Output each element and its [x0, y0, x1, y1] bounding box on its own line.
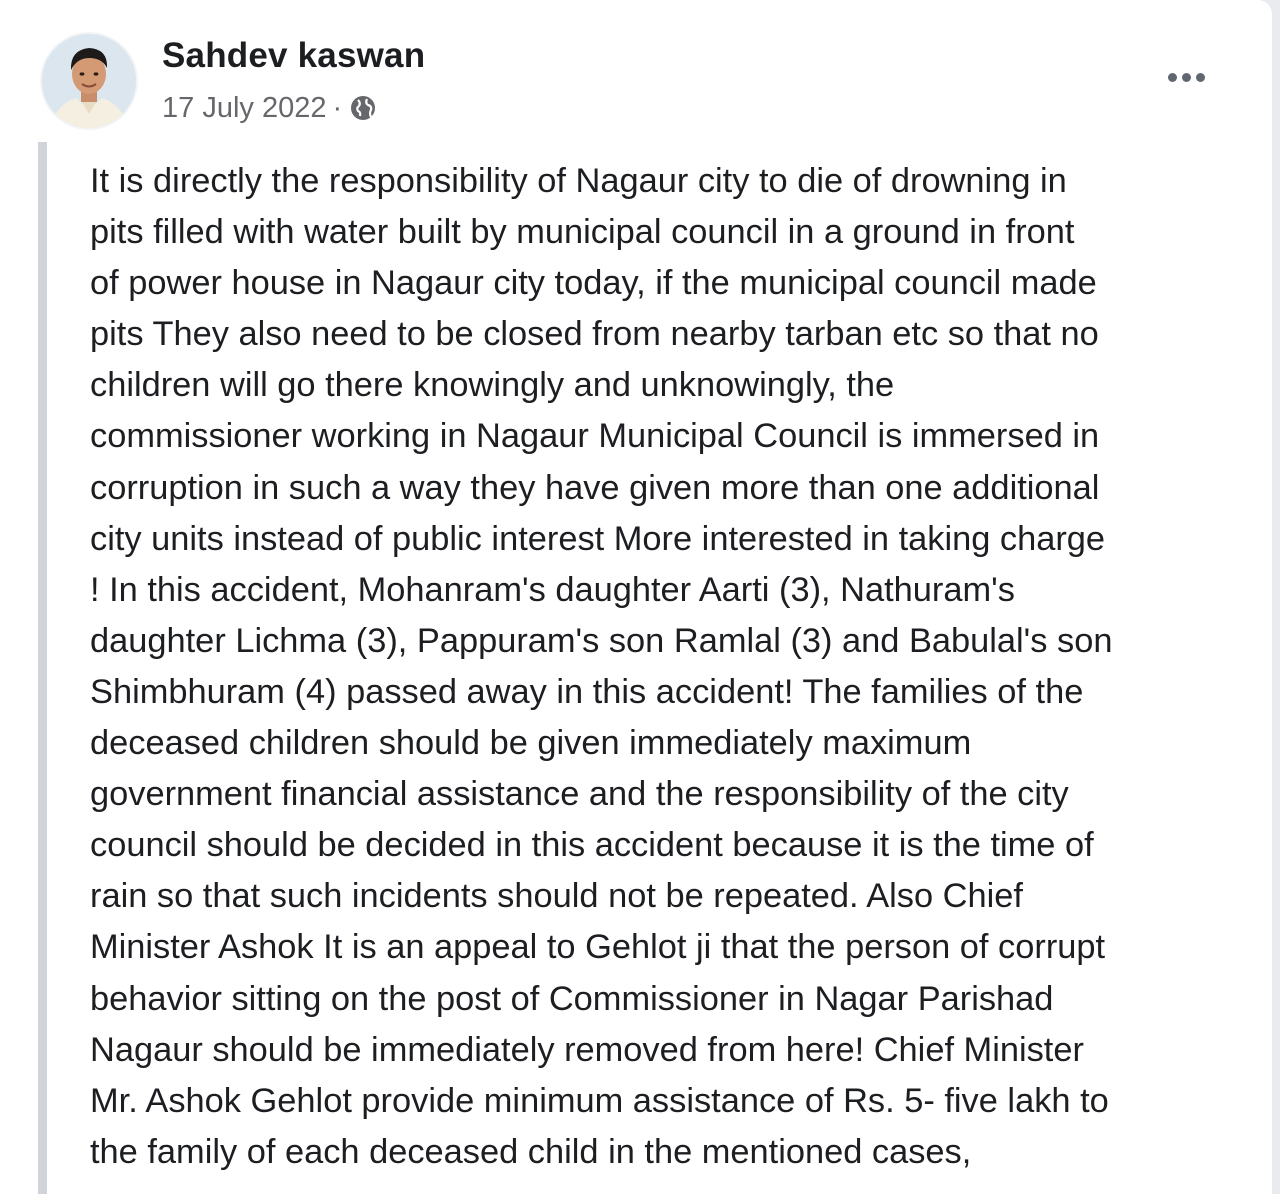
post-text-line: government financial assistance and the responsibility of the city	[90, 775, 1069, 814]
post-text-line: It is directly the responsibility of Nagaur city to die of drowning in	[90, 162, 1067, 200]
post-text-line: the family of each deceased child in the mentioned cases,	[90, 1132, 972, 1171]
post-text-line: daughter Lichma (3), Pappuram's son Ramlal (3) and Babulal's son	[90, 621, 1113, 660]
author-avatar[interactable]	[40, 32, 138, 130]
post-meta	[162, 88, 378, 128]
post-text-line: deceased children should be given immediately maximum	[90, 724, 972, 763]
post-text-line: behavior sitting on the post of Commissioner in Nagar Parishad	[90, 979, 1054, 1018]
more-options-dot	[1182, 73, 1191, 82]
globe-icon[interactable]	[348, 93, 378, 123]
avatar-photo	[42, 34, 136, 128]
post-text-line: Shimbhuram (4) passed away in this accident! The families of the	[90, 672, 1084, 711]
post-body	[90, 156, 1250, 1178]
post-text-line: Nagaur should be immediately removed from here! Chief Minister	[90, 1030, 1084, 1069]
post-date[interactable]: 17 July 2022	[162, 91, 327, 124]
more-options-dot	[1196, 73, 1205, 82]
post-text-line: of power house in Nagaur city today, if the municipal council made	[90, 264, 1097, 303]
quote-bar	[38, 142, 47, 1194]
post-text-line: pits filled with water built by municipal council in a ground in front	[90, 213, 1075, 252]
post-text-line: ! In this accident, Mohanram's daughter Aarti (3), Nathuram's	[90, 570, 1015, 609]
more-options-icon	[1168, 73, 1177, 82]
post-text-line: commissioner working in Nagaur Municipal Council is immersed in	[90, 417, 1100, 456]
post-text-line: Mr. Ashok Gehlot provide minimum assistance of Rs. 5- five lakh to	[90, 1081, 1109, 1120]
post-text-line: rain so that such incidents should not be repeated. Also Chief	[90, 877, 1023, 916]
post-text-line: corruption in such a way they have given more than one additional	[90, 468, 1100, 507]
meta-separator: ·	[332, 91, 343, 124]
post-text-line: children will go there knowingly and unknowingly, the	[90, 366, 895, 405]
post-text-line: pits They also need to be closed from nearby tarban etc so that no	[90, 315, 1099, 354]
author-name[interactable]: Sahdev kaswan	[162, 36, 426, 75]
post-text-line: city units instead of public interest More interested in taking charge	[90, 519, 1106, 558]
post-text-line: council should be decided in this accident because it is the time of	[90, 826, 1094, 865]
more-options-button[interactable]	[1160, 60, 1212, 94]
post-text-line: Minister Ashok It is an appeal to Gehlot ji that the person of corrupt	[90, 928, 1106, 967]
